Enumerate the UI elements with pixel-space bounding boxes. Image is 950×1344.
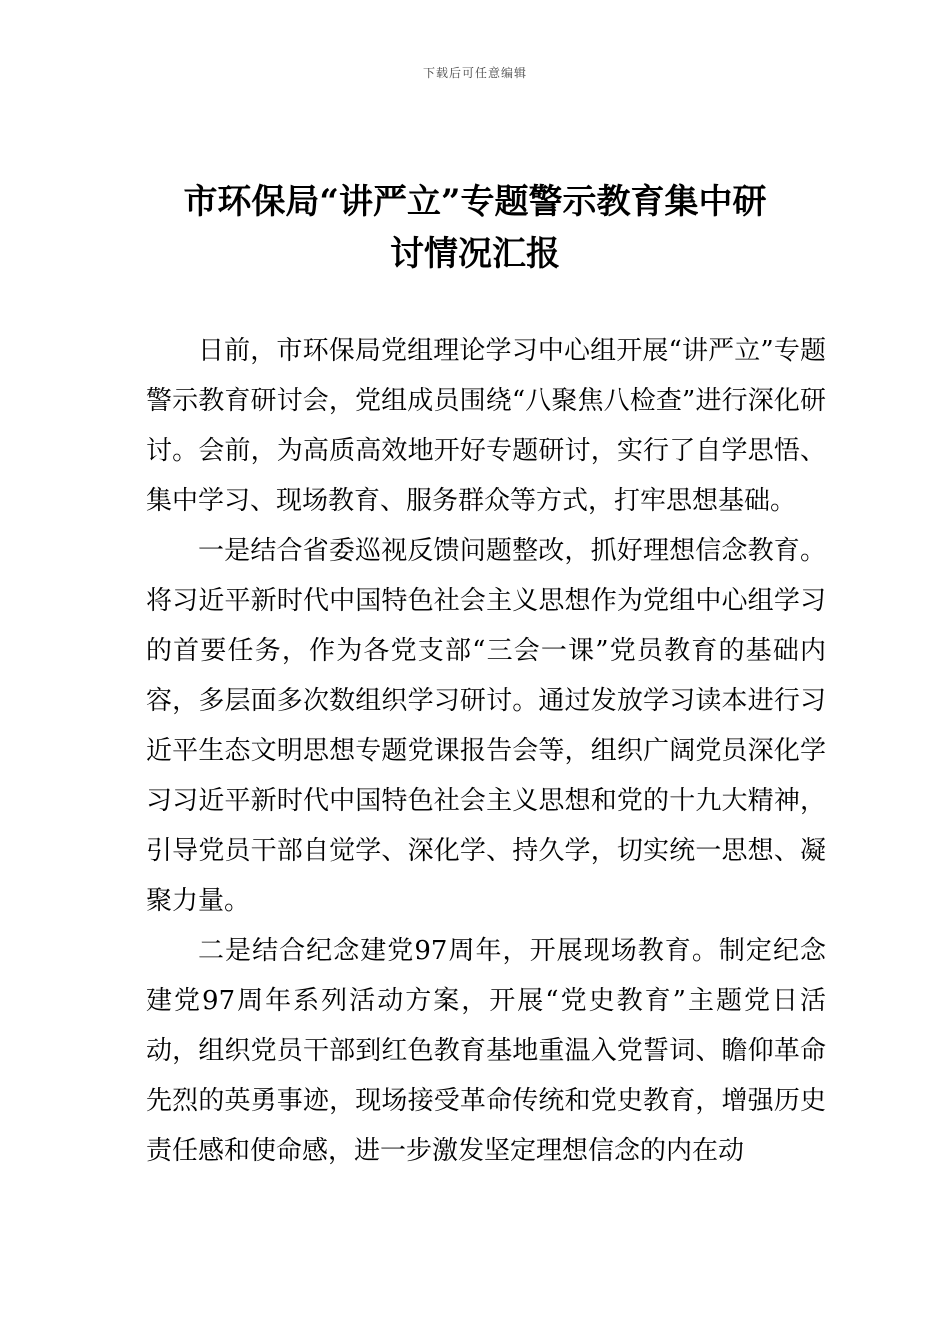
paragraph-point-one: 一是结合省委巡视反馈问题整改，抓好理想信念教育。将习近平新时代中国特色社会主义思想作为党组中心组学习的首要任务，作为各党支部“三会一课”党员教育的基础内容，多层面多次数组织学习研讨。通过发放学习读本进行习近平生态文明思想专题党课报告会等，组织广阔党员深化学习习近平新时代中国特色社会主义思想和党的十九大精神，引导党员干部自觉学、深化学、持久学，切实统一思想、凝聚力量。 [146,536,826,916]
paragraph-intro: 日前，市环保局党组理论学习中心组开展“讲严立”专题警示教育研讨会，党组成员围绕“八聚焦八检查”进行深化研讨。会前，为高质高效地开好专题研讨，实行了自学思悟、集中学习、现场教育、服务群众等方式，打牢思想基础。 [146,336,826,516]
paragraph-point-two: 二是结合纪念建党97周年，开展现场教育。制定纪念建党97周年系列活动方案，开展“党史教育”主题党日活动，组织党员干部到红色教育基地重温入党誓词、瞻仰革命先烈的英勇事迹，现场接受革命传统和党史教育，增强历史责任感和使命感，进一步激发坚定理想信念的内在动 [146,936,826,1166]
document-title-line-2: 讨情况汇报 [390,234,560,274]
document-title [140,176,810,280]
header-note: 下载后可任意编辑 [422,66,527,80]
document-body [146,326,826,1176]
document-title-line-1: 市环保局“讲严立”专题警示教育集中研 [183,182,767,222]
